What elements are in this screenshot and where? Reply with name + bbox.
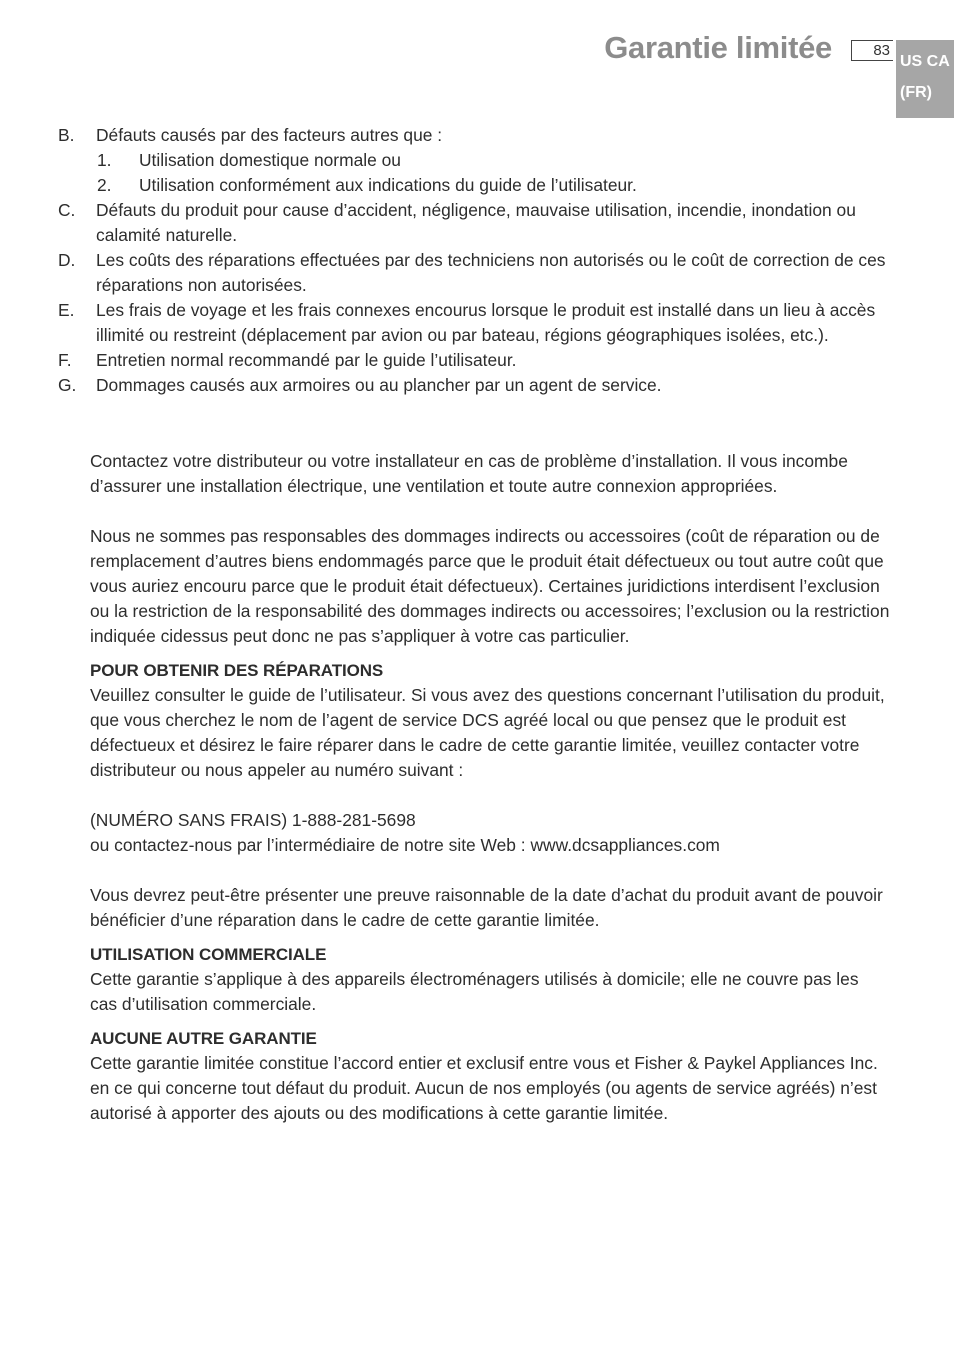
proof-paragraph: Vous devrez peut-être présenter une preuve raisonnable de la date d’achat du produit avant de pouvoir bénéficier d’une réparation dans le cadre de cette garantie limitée. — [90, 885, 883, 930]
no-other-warranty-heading: AUCUNE AUTRE GARANTIE — [90, 1029, 317, 1048]
repairs-paragraph: Veuillez consulter le guide de l’utilisateur. Si vous avez des questions concernant l’utilisation du produit, que vous cherchez le nom de l’agent de service DCS agréé local ou que pensez que le produit est défectueux et désirez le faire réparer dans le cadre de cette garantie limitée, veuillez contacter votre distributeur ou nous appeler au numéro suivant : — [90, 685, 885, 780]
list-item-text: Les frais de voyage et les frais connexes encourus lorsque le produit est installé dans un lieu à accès illimité ou restreint (déplacement par avion ou par bateau, régions géographiques isolées, etc.). — [96, 300, 876, 345]
list-item-b — [0, 123, 901, 148]
language-label: (FR) — [900, 84, 932, 101]
list-item-text: Entretien normal recommandé par le guide l’utilisateur. — [96, 350, 517, 370]
list-item-text: Dommages causés aux armoires ou au plancher par un agent de service. — [96, 375, 662, 395]
commercial-heading: UTILISATION COMMERCIALE — [90, 945, 327, 964]
installation-paragraph: Contactez votre distributeur ou votre installateur en cas de problème d’installation. Il vous incombe d’assurer une installation électrique, une ventilation et toute autre connexion appropriées. — [90, 451, 848, 496]
repairs-heading: POUR OBTENIR DES RÉPARATIONS — [90, 661, 384, 680]
list-marker: C. — [58, 200, 76, 220]
sublist-item-1 — [0, 148, 954, 173]
list-item-e — [0, 298, 901, 348]
list-marker: F. — [58, 350, 72, 370]
list-item-text: Défauts du produit pour cause d’accident, négligence, mauvaise utilisation, incendie, inondation ou calamité naturelle. — [96, 200, 856, 245]
region-tab — [896, 40, 954, 118]
body-text — [90, 449, 890, 1126]
list-item-f — [0, 348, 901, 373]
list-marker: 2. — [97, 175, 112, 195]
phone-number: (NUMÉRO SANS FRAIS) 1-888-281-5698 — [90, 810, 416, 830]
list-marker: B. — [58, 125, 75, 145]
website-line: ou contactez-nous par l’intermédiaire de notre site Web : www.dcsappliances.com — [90, 835, 720, 855]
no-other-warranty-paragraph: Cette garantie limitée constitue l’accord entier et exclusif entre vous et Fisher & Paykel Appliances Inc. en ce qui concerne tout défaut du produit. Aucun de nos employés (ou agents de service agréés) n’est autorisé à apporter des ajouts ou des modifications à cette garantie limitée. — [90, 1053, 878, 1123]
exclusions-list — [0, 123, 954, 398]
page-title: Garantie limitée — [604, 30, 832, 65]
list-item-text: Défauts causés par des facteurs autres que : — [96, 125, 443, 145]
sublist-item-2 — [0, 173, 954, 198]
list-item-text: Utilisation domestique normale ou — [139, 150, 401, 170]
list-marker: G. — [58, 375, 77, 395]
list-item-text: Les coûts des réparations effectuées par des techniciens non autorisés ou le coût de correction de ces réparations non autorisées. — [96, 250, 886, 295]
list-marker: D. — [58, 250, 76, 270]
commercial-paragraph: Cette garantie s’applique à des appareils électroménagers utilisés à domicile; elle ne couvre pas les cas d’utilisation commerciale. — [90, 969, 859, 1014]
region-label: US CA — [900, 53, 950, 70]
list-marker: E. — [58, 300, 75, 320]
list-item-text: Utilisation conformément aux indications du guide de l’utilisateur. — [139, 175, 637, 195]
list-item-g — [0, 373, 901, 398]
page-number: 83 — [851, 40, 893, 61]
list-item-c — [0, 198, 901, 248]
list-item-d — [0, 248, 901, 298]
list-marker: 1. — [97, 150, 112, 170]
liability-paragraph: Nous ne sommes pas responsables des dommages indirects ou accessoires (coût de réparation ou de remplacement d’autres biens endommagés parce que le produit était défectueux ou tout autre coût que vous auriez encouru parce que le produit était défectueux). Certaines juridictions interdisent l’exclusion ou la restriction de la responsabilité des dommages indirects ou accessoires; l’exclusion ou la restriction indiquée cidessus peut donc ne pas s’appliquer à votre cas particulier. — [90, 526, 890, 646]
